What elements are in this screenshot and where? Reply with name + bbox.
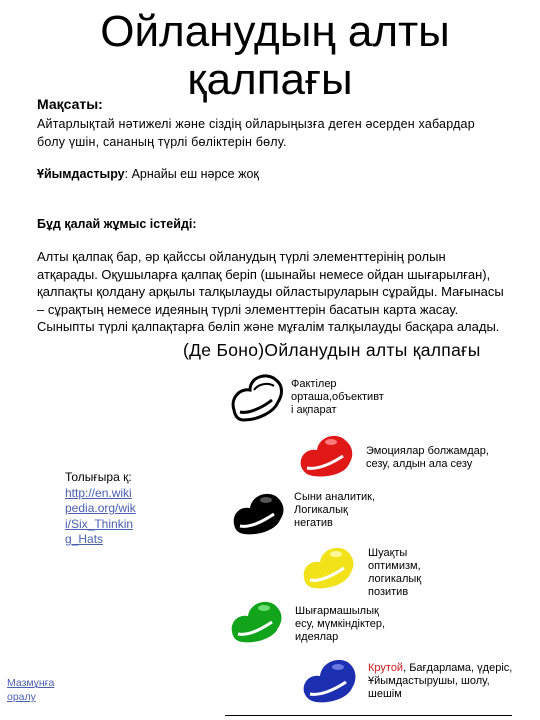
more-info <box>65 470 137 548</box>
red-hat-icon <box>297 428 363 480</box>
black-hat-description: Сыни аналитик, Логикалық негатив <box>294 491 376 529</box>
yellow-hat-description: Шуақты оптимизм, логикалық позитив <box>368 547 422 598</box>
how-text: Алты қалпақ бар, әр қайссы ойланудың түрлі элементтерінің ролын атқарады. Оқушыларға қалпақ беріп (шынайы немесе ойдан шығарылған), қалпақты қолдану арқылы талқылауды ойластыруларын сұрайды. Мағынасы – сұрақтың немесе идеяның түрлі элементтерін басатын карта жасау. Сыныпты түрлі қалпақтарға бөліп және мұғалім талқылауды басқара алады. <box>37 249 504 334</box>
goal-text: Айтарлықтай нәтижелі және сіздің ойларыңызға деген әсерден хабардар болу үшін, сананың түрлі бөліктерін бөлу. <box>37 117 475 149</box>
green-hat-icon <box>228 592 292 648</box>
bottom-divider <box>225 715 512 716</box>
wikipedia-link[interactable]: http://en.wikipedia.org/wiki/Six_Thinking_Hats <box>65 485 136 546</box>
yellow-hat-icon <box>300 538 362 594</box>
black-hat-icon <box>230 484 292 540</box>
green-hat-description: Шығармашылық есу, мүмкіндіктер, идеялар <box>295 605 386 643</box>
goal-label: Мақсаты: <box>37 96 103 112</box>
blue-hat-icon <box>300 650 366 708</box>
back-to-contents-link[interactable]: Мазмұнға оралу <box>7 677 55 703</box>
organization-text: : Арнайы еш нәрсе жоқ <box>124 167 259 181</box>
page-title: Ойланудың алты қалпағы <box>100 7 450 104</box>
white-hat-description: Фактілер орташа,объективт і ақпарат <box>291 378 384 416</box>
blue-hat-description: Крутой, Бағдарлама, үдеріс, Ұйымдастырушы, шолу, шешім <box>368 662 513 700</box>
organization-line <box>37 167 259 181</box>
white-hat-icon <box>228 368 292 426</box>
red-hat-description: Эмоциялар болжамдар, сезу, алдын ала сезу <box>366 445 489 470</box>
blue-hat-highlight: Крутой <box>368 662 404 674</box>
how-label: Бұд қалай жұмыс істейді: <box>37 217 197 231</box>
more-info-label: Толығыра қ: <box>65 470 132 484</box>
hats-subtitle: (Де Боно)Ойланудын алты қалпағы <box>183 340 481 360</box>
organization-label: Ұйымдастыру <box>37 167 125 181</box>
